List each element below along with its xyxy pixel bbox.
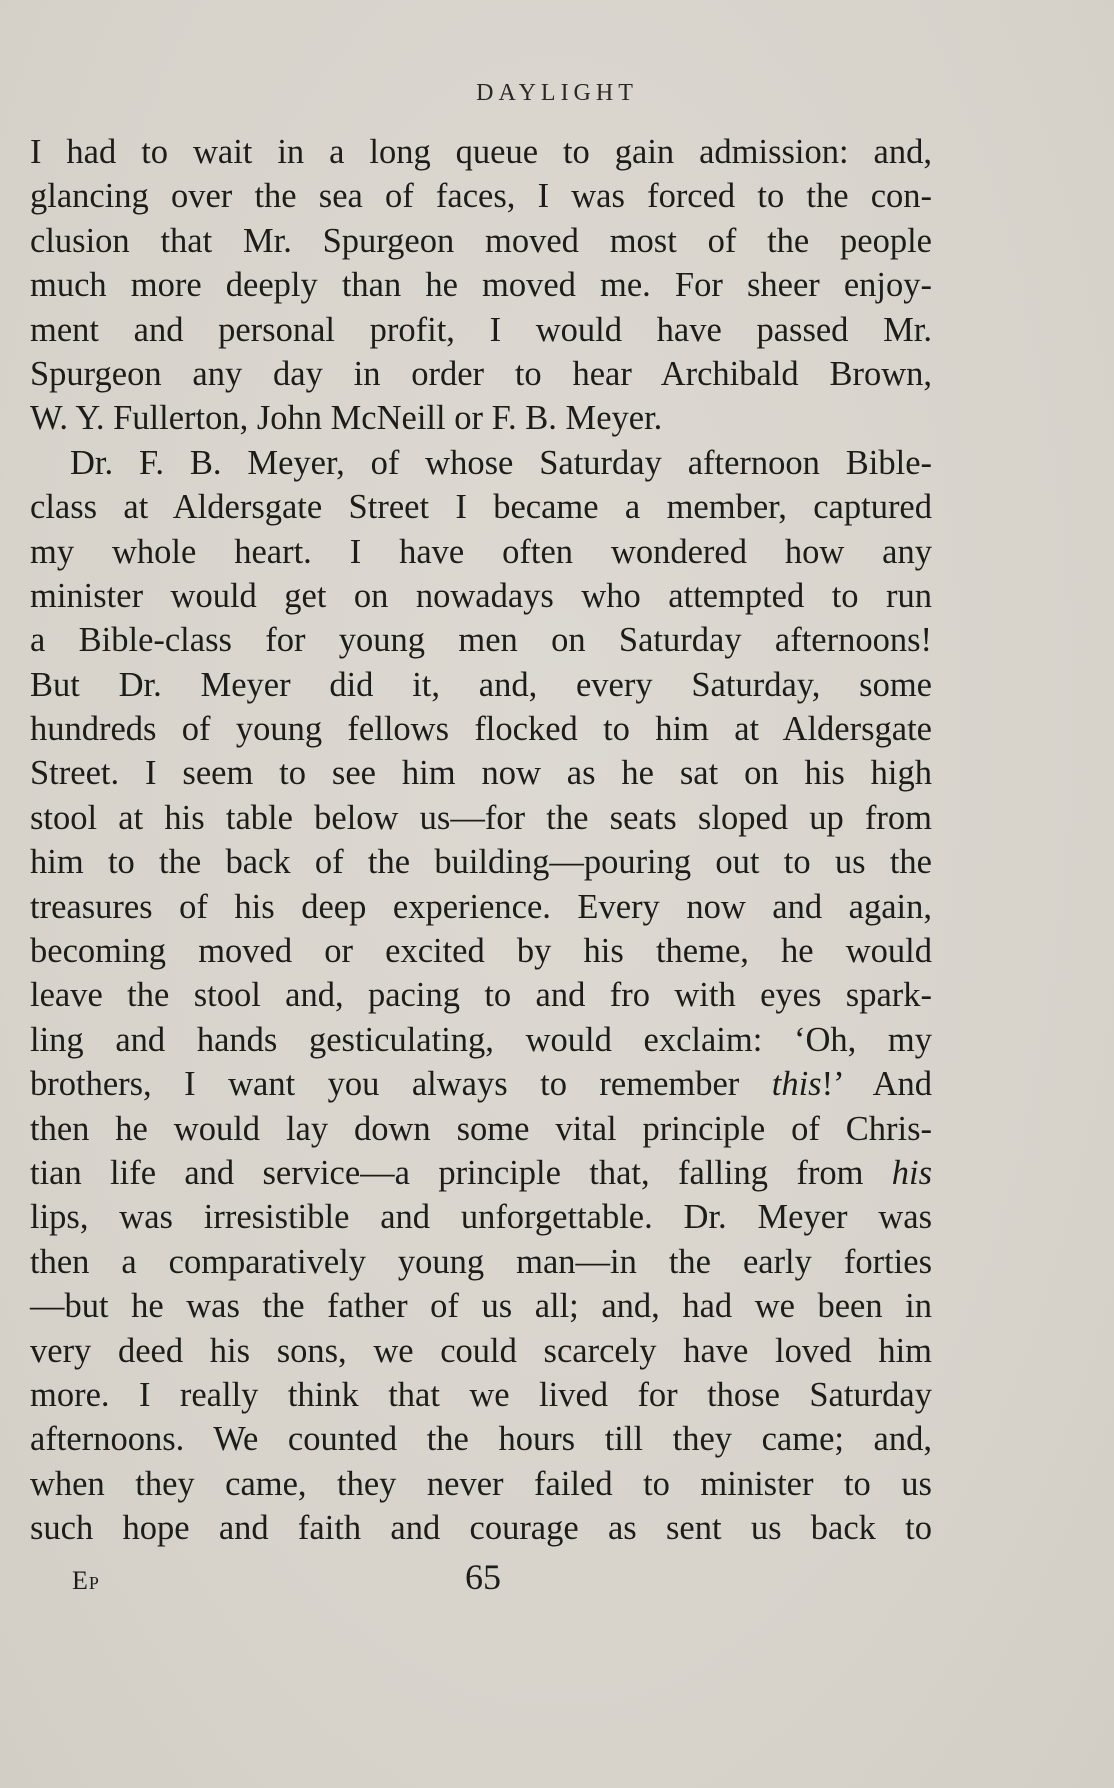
page-number: 65 <box>465 1557 501 1597</box>
text-line: Spurgeon any day in order to hear Archibald Brown, <box>30 354 932 393</box>
text-line: class at Aldersgate Street I became a member, captured <box>30 488 932 527</box>
text-line: W. Y. Fullerton, John McNeill or F. B. Meyer. <box>30 399 663 438</box>
text-line: Street. I seem to see him now as he sat on his high <box>30 754 932 793</box>
text-segment: brothers, I want you always to remember <box>30 1065 772 1104</box>
text-line: more. I really think that we lived for those Saturday <box>30 1375 932 1414</box>
text-line: Dr. F. B. Meyer, of whose Saturday afternoon Bible- <box>70 443 932 482</box>
text-line: clusion that Mr. Spurgeon moved most of the people <box>30 221 932 260</box>
text-line: afternoons. We counted the hours till they came; and, <box>30 1420 932 1459</box>
text-line <box>30 1151 932 1195</box>
text-line: ling and hands gesticulating, would exclaim: ‘Oh, my <box>30 1020 932 1059</box>
text-line: minister would get on nowadays who attempted to run <box>30 576 932 615</box>
text-line: a Bible-class for young men on Saturday afternoons! <box>30 621 932 660</box>
text-line: —but he was the father of us all; and, had we been in <box>30 1287 932 1326</box>
running-head: DAYLIGHT <box>476 80 638 106</box>
text-line: hundreds of young fellows flocked to him at Aldersgate <box>30 710 932 749</box>
text-line: him to the back of the building—pouring out to us the <box>30 843 932 882</box>
text-line: such hope and faith and courage as sent us back to <box>30 1509 932 1548</box>
text-segment: tian life and service—a principle that, falling from <box>30 1153 892 1192</box>
text-line: then a comparatively young man—in the early forties <box>30 1242 932 1281</box>
body-text <box>30 130 932 1551</box>
text-line: glancing over the sea of faces, I was forced to the con- <box>30 177 932 216</box>
text-line: becoming moved or excited by his theme, he would <box>30 932 932 971</box>
text-line: leave the stool and, pacing to and fro with eyes spark- <box>30 976 932 1015</box>
signature-mark: Ep <box>72 1566 100 1595</box>
text-line: when they came, they never failed to minister to us <box>30 1464 932 1503</box>
text-line: I had to wait in a long queue to gain admission: and, <box>30 133 932 171</box>
text-line: stool at his table below us—for the seats sloped up from <box>30 798 932 837</box>
text-line: treasures of his deep experience. Every now and again, <box>30 887 932 926</box>
text-segment: !’ And <box>821 1065 932 1104</box>
text-line: lips, was irresistible and unforgettable. Dr. Meyer was <box>30 1198 932 1237</box>
text-line: But Dr. Meyer did it, and, every Saturday, some <box>30 665 932 704</box>
text-line: much more deeply than he moved me. For sheer enjoy- <box>30 266 932 305</box>
emphasis-text: his <box>891 1153 932 1192</box>
text-line <box>30 1062 932 1106</box>
text-line: ment and personal profit, I would have passed Mr. <box>30 310 932 349</box>
text-line: then he would lay down some vital principle of Chris- <box>30 1109 932 1148</box>
emphasis-text: this <box>771 1065 822 1104</box>
text-line: my whole heart. I have often wondered how any <box>30 532 932 571</box>
text-line: very deed his sons, we could scarcely have loved him <box>30 1331 932 1370</box>
